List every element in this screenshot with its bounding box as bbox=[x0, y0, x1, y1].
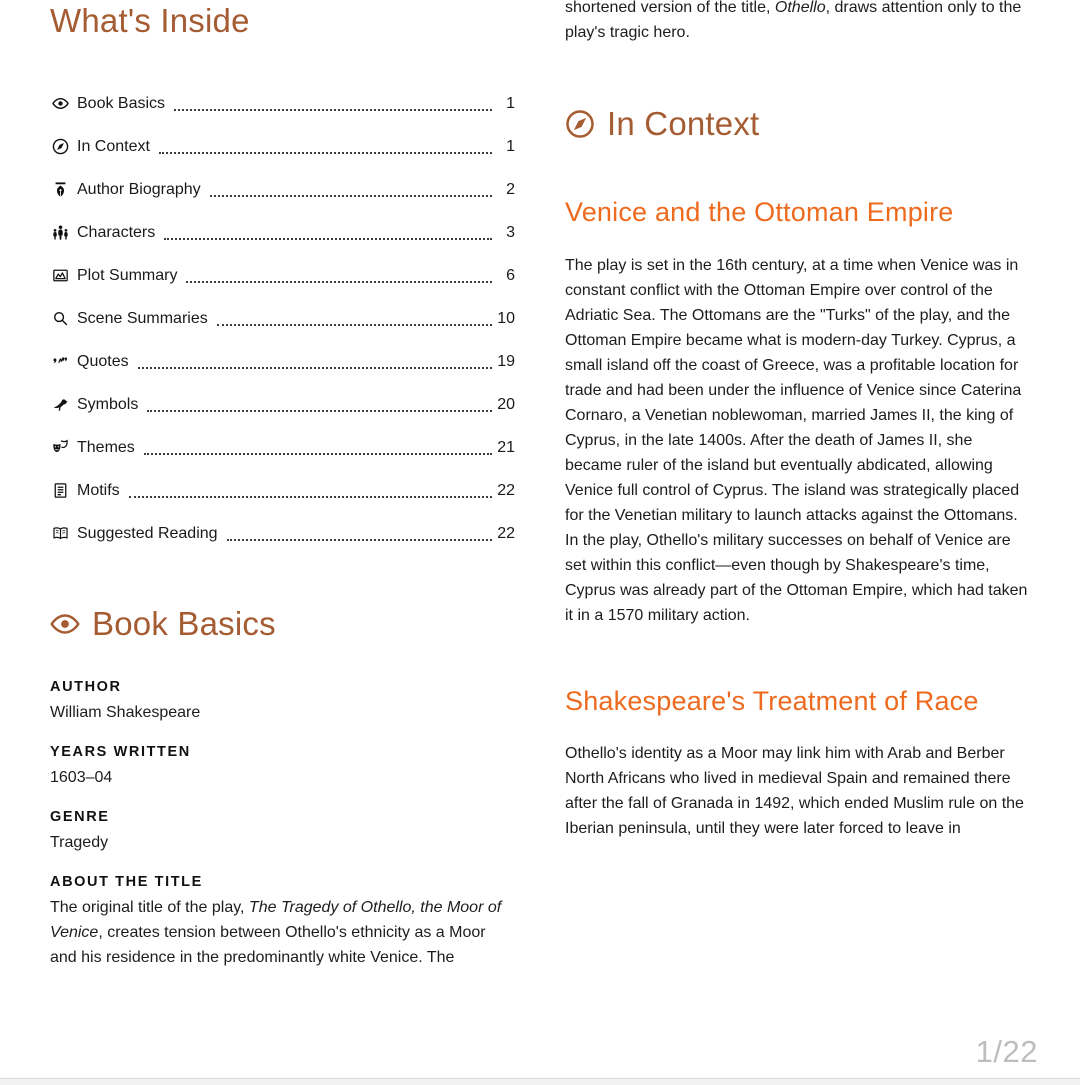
treatment-of-race-paragraph: Othello's identity as a Moor may link him with Arab and Berber North Africans who lived in medieval Spain and remained there after the fall of Granada in 1492, which ended Muslim rule on the Iberian peninsula, until they were later forced to leave in bbox=[565, 745, 1024, 837]
field-label: AUTHOR bbox=[50, 679, 122, 695]
subheading-venice-ottoman-empire: Venice and the Ottoman Empire bbox=[565, 197, 954, 227]
toc-item-page: 2 bbox=[506, 180, 515, 198]
field-about-the-title bbox=[50, 874, 515, 970]
toc-item-label: Symbols bbox=[77, 395, 139, 413]
compass-icon bbox=[565, 109, 595, 139]
toc-item-page: 6 bbox=[506, 266, 515, 284]
toc-item-label: Themes bbox=[77, 438, 135, 456]
toc-item-author-biography[interactable] bbox=[50, 168, 515, 211]
theater-masks-icon bbox=[50, 439, 70, 456]
eye-icon bbox=[50, 95, 70, 112]
left-column bbox=[50, 0, 515, 989]
toc-item-page: 22 bbox=[497, 524, 515, 542]
page-bottom-divider bbox=[0, 1078, 1080, 1085]
toc-leader-dots bbox=[138, 367, 492, 369]
toc-leader-dots bbox=[129, 496, 492, 498]
toc-item-motifs[interactable] bbox=[50, 469, 515, 512]
pen-nib-icon bbox=[50, 181, 70, 198]
field-value: William Shakespeare bbox=[50, 704, 201, 721]
toc-item-page: 22 bbox=[497, 481, 515, 499]
toc-leader-dots bbox=[159, 152, 492, 154]
toc-leader-dots bbox=[147, 410, 492, 412]
toc-leader-dots bbox=[210, 195, 492, 197]
toc-item-scene-summaries[interactable] bbox=[50, 297, 515, 340]
toc-item-label: Characters bbox=[77, 223, 156, 241]
toc-item-page: 1 bbox=[506, 94, 515, 112]
document-icon bbox=[50, 482, 70, 499]
toc-item-label: Author Biography bbox=[77, 180, 201, 198]
continued-paragraph: shortened version of the title, Othello, draws attention only to the play's tragic hero. bbox=[565, 0, 1022, 41]
toc-item-label: Plot Summary bbox=[77, 266, 178, 284]
toc-item-page: 1 bbox=[506, 137, 515, 155]
toc-item-plot-summary[interactable] bbox=[50, 254, 515, 297]
toc-leader-dots bbox=[217, 324, 492, 326]
eye-icon bbox=[50, 609, 80, 639]
toc-item-page: 20 bbox=[497, 395, 515, 413]
toc-item-label: Book Basics bbox=[77, 94, 166, 112]
toc-item-page: 19 bbox=[497, 352, 515, 370]
field-genre bbox=[50, 809, 515, 855]
toc-item-symbols[interactable] bbox=[50, 383, 515, 426]
toc-item-suggested-reading[interactable] bbox=[50, 512, 515, 555]
open-book-icon bbox=[50, 525, 70, 542]
toc-item-label: Suggested Reading bbox=[77, 524, 218, 542]
field-label: GENRE bbox=[50, 809, 110, 825]
field-value: Tragedy bbox=[50, 834, 109, 851]
magnifier-icon bbox=[50, 310, 70, 327]
toc-leader-dots bbox=[174, 109, 492, 111]
field-label: YEARS WRITTEN bbox=[50, 744, 191, 760]
toc-item-label: Quotes bbox=[77, 352, 129, 370]
about-title-paragraph: The original title of the play, The Tragedy of Othello, the Moor of Venice, creates tension between Othello's ethnicity as a Moor and his residence in the predominantly white Venice. The bbox=[50, 899, 502, 966]
right-column bbox=[565, 0, 1030, 989]
in-context-title: In Context bbox=[565, 105, 1030, 143]
toc-item-page: 3 bbox=[506, 223, 515, 241]
compass-icon bbox=[50, 138, 70, 155]
book-basics-title: Book Basics bbox=[50, 605, 515, 643]
italic-book-title: Othello bbox=[774, 0, 826, 16]
table-of-contents bbox=[50, 82, 515, 555]
toc-item-label: Scene Summaries bbox=[77, 309, 208, 327]
venice-ottoman-paragraph: The play is set in the 16th century, at a time when Venice was in constant conflict with the Ottoman Empire over control of the Adriatic Sea. The Ottomans are the "Turks" of the play, and the Ottoman Empire became what is modern-day Turkey. Cyprus, a small island off the coast of Greece, was a profitable location for trade and had been under the influence of Venice since Caterina Cornaro, a Venetian noblewoman, married James II, the king of Cyprus, in the late 1400s. After the death of James II, she became ruler of the island but eventually abdicated, allowing Venice full control of Cyprus. The island was strategically placed for the Venetian military to launch attacks against the Ottomans. In the play, Othello's military successes on behalf of Venice are set within this conflict—even though by Shakespeare's time, Cyprus was already part of the Ottoman Empire, which had taken it in a 1570 military action. bbox=[565, 257, 1028, 624]
toc-item-characters[interactable] bbox=[50, 211, 515, 254]
subheading-shakespeares-treatment-of-race: Shakespeare's Treatment of Race bbox=[565, 686, 979, 716]
field-value: 1603–04 bbox=[50, 769, 113, 786]
toc-item-in-context[interactable] bbox=[50, 125, 515, 168]
field-label: ABOUT THE TITLE bbox=[50, 874, 203, 890]
toc-item-page: 21 bbox=[497, 438, 515, 456]
whats-inside-title: What's Inside bbox=[50, 2, 250, 39]
toc-leader-dots bbox=[227, 539, 492, 541]
bird-icon bbox=[50, 396, 70, 413]
field-years-written bbox=[50, 744, 515, 790]
toc-leader-dots bbox=[186, 281, 492, 283]
toc-item-book-basics[interactable] bbox=[50, 82, 515, 125]
toc-item-themes[interactable] bbox=[50, 426, 515, 469]
toc-item-label: In Context bbox=[77, 137, 150, 155]
chart-icon bbox=[50, 267, 70, 284]
field-author bbox=[50, 679, 515, 725]
people-icon bbox=[50, 224, 70, 241]
quotes-icon bbox=[50, 353, 70, 370]
toc-item-label: Motifs bbox=[77, 481, 120, 499]
page-indicator: 1/22 bbox=[975, 1034, 1038, 1069]
toc-item-page: 10 bbox=[497, 309, 515, 327]
toc-item-quotes[interactable] bbox=[50, 340, 515, 383]
book-basics-fields bbox=[50, 679, 515, 970]
toc-leader-dots bbox=[164, 238, 492, 240]
toc-leader-dots bbox=[144, 453, 492, 455]
italic-book-title: The Tragedy of Othello, the Moor of Venice bbox=[50, 899, 502, 941]
